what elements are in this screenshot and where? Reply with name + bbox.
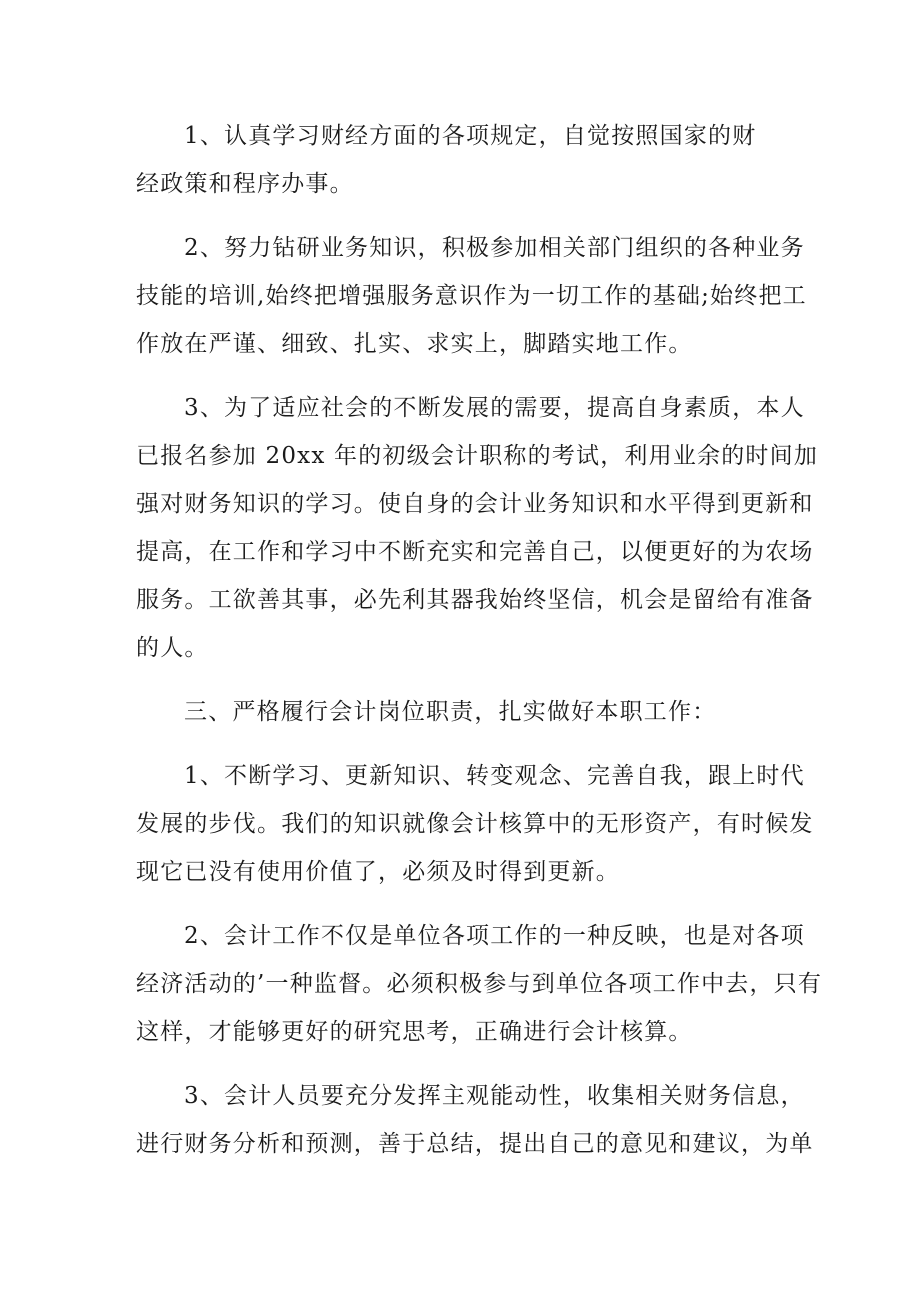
- paragraph-2-line-1: 2、努力钻研业务知识，积极参加相关部门组织的各种业务: [184, 235, 805, 261]
- paragraph-3-line-3: 强对财务知识的学习。使自身的会计业务知识和水平得到更新和: [136, 491, 814, 517]
- paragraph-2-line-2: 技能的培训,始终把增强服务意识作为一切工作的基础;始终把工: [136, 283, 807, 309]
- paragraph-4-line-3: 现它已没有使用价值了，必须及时得到更新。: [136, 859, 620, 885]
- paragraph-3-line-6: 的人。: [136, 635, 209, 661]
- paragraph-3-line-4: 提高，在工作和学习中不断充实和完善自己，以便更好的为农场: [136, 539, 814, 565]
- paragraph-6-line-1: 3、会计人员要充分发挥主观能动性，收集相关财务信息，: [184, 1083, 805, 1109]
- paragraph-3-line-5: 服务。工欲善其事，必先利其器我始终坚信，机会是留给有准备: [136, 587, 814, 613]
- paragraph-6-line-2: 进行财务分析和预测，善于总结，提出自己的意见和建议，为单: [136, 1131, 814, 1157]
- paragraph-2-line-3: 作放在严谨、细致、扎实、求实上，脚踏实地工作。: [136, 331, 693, 357]
- paragraph-3-line-2: 已报名参加 20xx 年的初级会计职称的考试，利用业余的时间加: [136, 443, 819, 469]
- section-heading: 三、严格履行会计岗位职责，扎实做好本职工作：: [184, 699, 717, 725]
- paragraph-5-line-1: 2、会计工作不仅是单位各项工作的一种反映，也是对各项: [184, 923, 805, 949]
- paragraph-4-line-1: 1、不断学习、更新知识、转变观念、完善自我，跟上时代: [184, 763, 805, 789]
- paragraph-5-line-2: 经济活动的’一种监督。必须积极参与到单位各项工作中去，只有: [136, 971, 823, 997]
- paragraph-1-line-1: 1、认真学习财经方面的各项规定，自觉按照国家的财: [184, 123, 757, 149]
- paragraph-3-line-1: 3、为了适应社会的不断发展的需要，提高自身素质，本人: [184, 395, 805, 421]
- paragraph-1-line-2: 经政策和程序办事。: [136, 171, 354, 197]
- paragraph-5-line-3: 这样，才能够更好的研究思考，正确进行会计核算。: [136, 1019, 693, 1045]
- paragraph-4-line-2: 发展的步伐。我们的知识就像会计核算中的无形资产，有时候发: [136, 811, 814, 837]
